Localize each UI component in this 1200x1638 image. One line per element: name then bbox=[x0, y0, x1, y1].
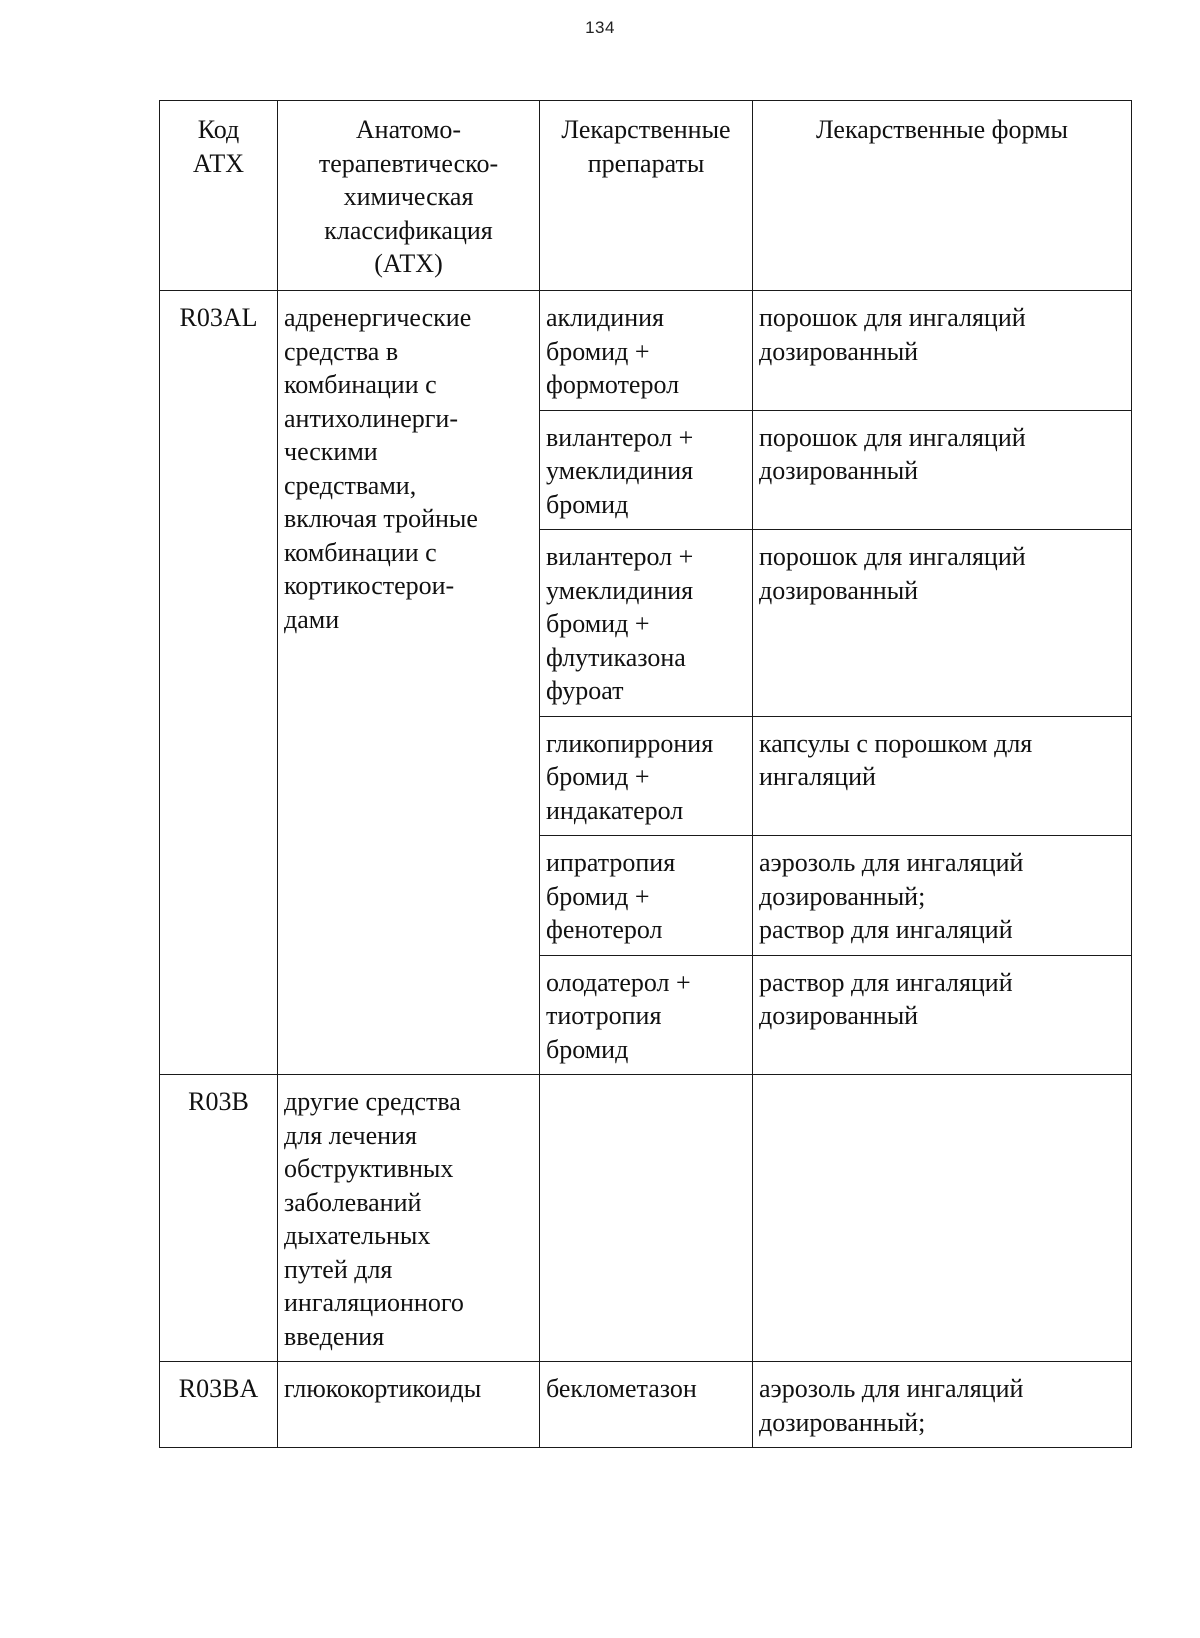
form-cell: раствор для ингаляций дозированный bbox=[753, 955, 1132, 1075]
page-number: 134 bbox=[585, 18, 615, 37]
form-cell: аэрозоль для ингаляций дозированный; раствор для ингаляций bbox=[753, 836, 1132, 956]
drug-cell: гликопиррония бромид + индакатерол bbox=[540, 716, 753, 836]
drug-cell: олодатерол + тиотропия бромид bbox=[540, 955, 753, 1075]
drug-cell: аклидиния бромид + формотерол bbox=[540, 291, 753, 411]
drug-cell bbox=[540, 1075, 753, 1362]
drug-cell: беклометазон bbox=[540, 1362, 753, 1448]
form-cell bbox=[753, 1075, 1132, 1362]
table-row bbox=[160, 291, 1132, 411]
drug-cell: вилантерол + умеклидиния бромид + флутиказона фуроат bbox=[540, 530, 753, 717]
form-cell: аэрозоль для ингаляций дозированный; bbox=[753, 1362, 1132, 1448]
header-forms: Лекарственные формы bbox=[753, 101, 1132, 291]
table-header-row bbox=[160, 101, 1132, 291]
form-cell: порошок для ингаляций дозированный bbox=[753, 410, 1132, 530]
header-classification: Анатомо- терапевтическо- химическая классификация (АТХ) bbox=[278, 101, 540, 291]
drug-cell: вилантерол + умеклидиния бромид bbox=[540, 410, 753, 530]
atx-code-cell: R03B bbox=[160, 1075, 278, 1362]
header-drugs: Лекарственные препараты bbox=[540, 101, 753, 291]
header-code: Код АТХ bbox=[160, 101, 278, 291]
table-row bbox=[160, 1362, 1132, 1448]
drug-cell: ипратропия бромид + фенотерол bbox=[540, 836, 753, 956]
form-cell: порошок для ингаляций дозированный bbox=[753, 530, 1132, 717]
classification-cell: другие средства для лечения обструктивных заболеваний дыхательных путей для ингаляционного введения bbox=[278, 1075, 540, 1362]
form-cell: капсулы с порошком для ингаляций bbox=[753, 716, 1132, 836]
atx-table bbox=[159, 100, 1132, 1448]
classification-cell: адренергические средства в комбинации с антихолинерги- ческими средствами, включая тройные комбинации с кортикостерои- дами bbox=[278, 291, 540, 1075]
form-cell: порошок для ингаляций дозированный bbox=[753, 291, 1132, 411]
table-row bbox=[160, 1075, 1132, 1362]
atx-code-cell: R03AL bbox=[160, 291, 278, 1075]
classification-cell: глюкокортикоиды bbox=[278, 1362, 540, 1448]
atx-code-cell: R03BA bbox=[160, 1362, 278, 1448]
